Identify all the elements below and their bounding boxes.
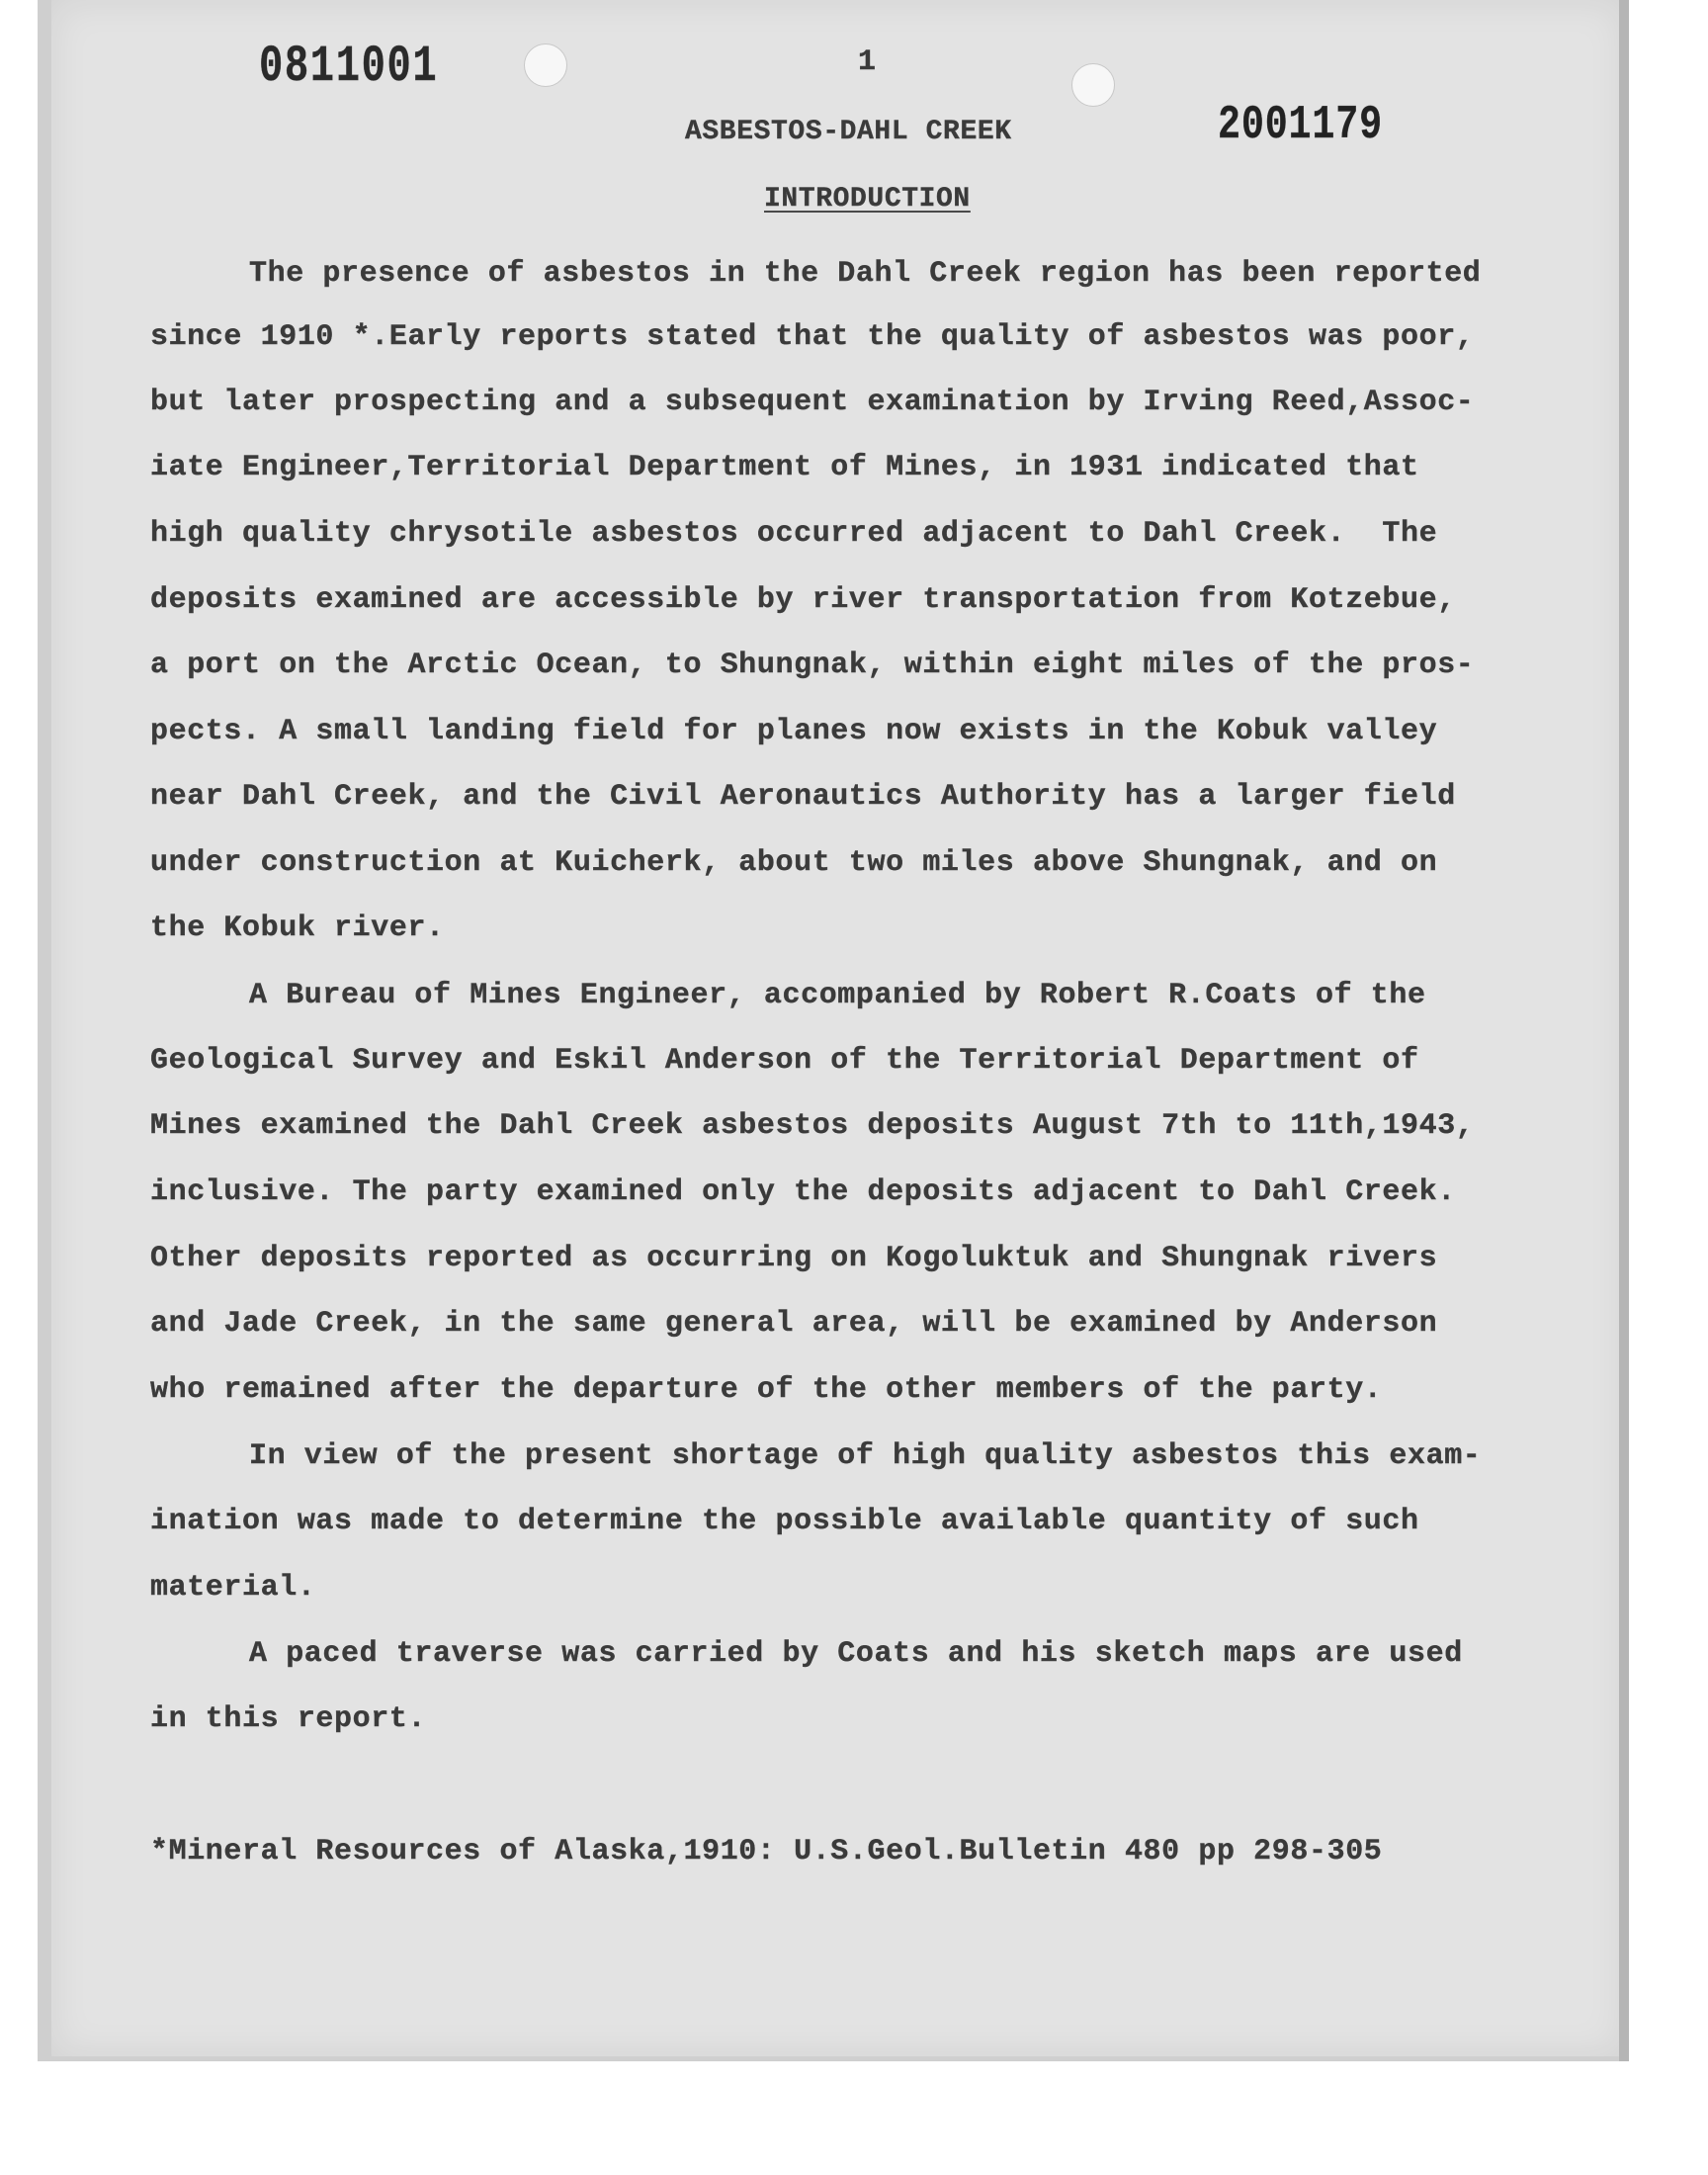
- text-line: but later prospecting and a subsequent examination by Irving Reed,Assoc-: [150, 386, 1475, 419]
- text-line: A Bureau of Mines Engineer, accompanied by Robert R.Coats of the: [249, 979, 1426, 1012]
- text-line: ination was made to determine the possible available quantity of such: [150, 1505, 1419, 1538]
- text-line: Mines examined the Dahl Creek asbestos deposits August 7th to 11th,1943,: [150, 1109, 1475, 1143]
- page-number: 1: [858, 45, 877, 79]
- text-line: pects. A small landing field for planes now exists in the Kobuk valley: [150, 715, 1438, 748]
- stamp-number-left: 0811001: [259, 38, 439, 96]
- text-line: Other deposits reported as occurring on Kogoluktuk and Shungnak rivers: [150, 1242, 1438, 1275]
- punch-hole: [1071, 63, 1115, 107]
- footnote: *Mineral Resources of Alaska,1910: U.S.Geol.Bulletin 480 pp 298-305: [150, 1835, 1383, 1869]
- text-line: and Jade Creek, in the same general area, will be examined by Anderson: [150, 1307, 1438, 1341]
- text-line: the Kobuk river.: [150, 912, 445, 945]
- text-line: under construction at Kuicherk, about two miles above Shungnak, and on: [150, 846, 1438, 880]
- text-line: who remained after the departure of the other members of the party.: [150, 1373, 1383, 1407]
- text-line: a port on the Arctic Ocean, to Shungnak, within eight miles of the pros-: [150, 649, 1475, 682]
- page-edge: [1619, 0, 1629, 2061]
- text-line: since 1910 *.Early reports stated that the quality of asbestos was poor,: [150, 320, 1475, 354]
- text-line: inclusive. The party examined only the deposits adjacent to Dahl Creek.: [150, 1175, 1456, 1209]
- text-line: material.: [150, 1571, 316, 1605]
- text-line: In view of the present shortage of high quality asbestos this exam-: [249, 1439, 1482, 1473]
- section-heading: INTRODUCTION: [764, 184, 971, 215]
- punch-hole: [524, 44, 567, 87]
- stamp-number-right: 2001179: [1218, 99, 1383, 152]
- text-line: Geological Survey and Eskil Anderson of the Territorial Department of: [150, 1044, 1419, 1078]
- text-line: A paced traverse was carried by Coats and his sketch maps are used: [249, 1637, 1463, 1671]
- text-line: high quality chrysotile asbestos occurred adjacent to Dahl Creek. The: [150, 517, 1438, 551]
- text-line: in this report.: [150, 1702, 427, 1736]
- text-line: near Dahl Creek, and the Civil Aeronautics Authority has a larger field: [150, 780, 1456, 814]
- document-page: [51, 0, 1625, 2056]
- text-line: deposits examined are accessible by river transportation from Kotzebue,: [150, 583, 1456, 617]
- document-title: ASBESTOS-DAHL CREEK: [685, 117, 1012, 147]
- text-line: iate Engineer,Territorial Department of Mines, in 1931 indicated that: [150, 451, 1419, 484]
- text-line: The presence of asbestos in the Dahl Creek region has been reported: [249, 257, 1482, 291]
